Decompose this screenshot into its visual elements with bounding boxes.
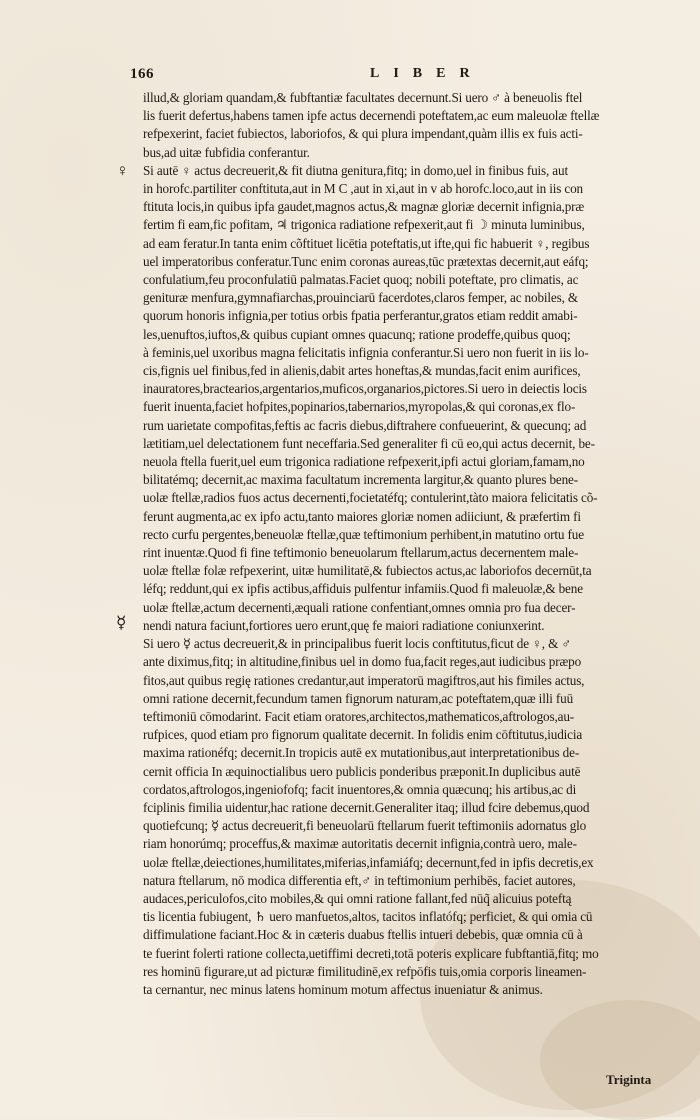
text-line: rufpices, quod etiam pro fignorum qualitate decernit. In folidis enim cōftitutus,iudicia xyxy=(143,727,583,743)
text-line: omni ratione decernit,fecundum tamen fignorum naturam,ac poteftatem,quæ illi fuū xyxy=(143,690,574,706)
text-line: uel imperatoribus conferatur.Tunc enim coronas aureas,tūc prætextas decernit,aut eáfq; xyxy=(143,253,589,269)
text-line: tis licentia fubiugent, ♄ uero manfuetos,altos, tacitos inflatófq; perficiet, & qui omia cū xyxy=(143,909,593,925)
text-line: ferunt augmenta,ac ex ipfo actu,tanto maiores gloriæ nomen adiiciunt, & præfertim fi xyxy=(143,508,581,524)
text-line: uolæ ftellæ,deiectiones,humilitates,miferias,infamiáfq; decernunt,fed in ipfis decretis,ex xyxy=(143,854,594,870)
text-line: quotiefcunq; ☿ actus decreuerit,fi beneuolarū ftellarum fuerit teftimoniis adornatus glo xyxy=(143,818,587,834)
text-line: natura ftellarum, nō modica differentia eft,♂ in teftimonium perhibēs, faciet autores, xyxy=(143,872,576,888)
text-line: rum uarietate compofitas,feftis ac facris diebus,diftrahere confueuerint, & quecunq; ad xyxy=(143,417,587,433)
text-line: cernit officia In æquinoctialibus uero publicis ponderibus præponit.In duplicibus autē xyxy=(143,763,581,779)
text-line: confulatium,feu proconfulatiū palmatas.Faciet quoq; nobili poteftate, pro climatis, ac xyxy=(143,272,579,288)
text-line: inauratores,bractearios,argentarios,muficos,organarios,pictores.Si uero in deiectis locis xyxy=(143,381,587,397)
text-line: uolæ ftellæ,actum decernenti,æquali ratione confentiant,omnes omnia pro fua decer- xyxy=(143,599,576,615)
text-line: léfq; reddunt,qui ex ipfis actibus,affiduis pulfentur infamiis.Quod fi maleuolæ,& bene xyxy=(143,581,583,597)
text-line: lis fuerit defertus,habens tamen ipfe actus decernendi poteftatem,ac eum maleuolæ ftellæ xyxy=(143,108,600,124)
text-line: riam honorúmq; proceffus,& maximæ autoritatis decernit infignia,contrà uero, male- xyxy=(143,836,577,852)
text-line: fciplinis fimilia uidentur,hac ratione decernit.Generaliter itaq; illud fcire debemus,quod xyxy=(143,799,590,815)
body-text xyxy=(143,89,683,999)
venus-symbol-icon: ♀ xyxy=(116,161,129,180)
text-line: res hominū figurare,ut ad picturæ fimilitudinē,ex refpōfis tuis,omia corporis lineamen- xyxy=(143,963,587,979)
text-line: les,uenuftos,iuftos,& quibus cupiant omnes quacunq; ratione prodeffe,quibus quoq; xyxy=(143,326,571,342)
running-head: LIBER xyxy=(370,66,484,81)
text-line: Si uero ☿ actus decreuerit,& in principalibus fuerit locis conftitutus,ficut de ♀, & ♂ xyxy=(143,636,572,652)
text-line: lætitiam,uel delectationem funt neceffaria.Sed generaliter fi cū eo,qui actus decernit, be- xyxy=(143,435,595,451)
mercury-symbol-icon: ☿ xyxy=(116,613,127,632)
text-line: cis,fignis uel finibus,fed in alienis,dabit artes honeftas,& mundas,facit enim aurifices, xyxy=(143,363,581,379)
text-line: illud,& gloriam quandam,& fubftantiæ facultates decernunt.Si uero ♂ à beneuolis ftel xyxy=(143,90,583,105)
text-line: ante diximus,fitq; in altitudine,finibus uel in domo fua,facit reges,aut iudicibus præpo xyxy=(143,654,582,670)
text-line: fitos,aut quibus regię rationes credantur,aut imperatorū magiftros,aut his fimiles actus, xyxy=(143,672,585,688)
text-line: bilitatémq; decernit,ac maxima facultatum incrementa largitur,& quanto plures bene- xyxy=(143,472,578,488)
folio-number: 166 xyxy=(130,66,154,82)
text-line: Si autē ♀ actus decreuerit,& fit diutna genitura,fitq; in domo,uel in finibus fuis, aut xyxy=(143,162,568,178)
text-line: neuola ftella fuerit,uel eum trigonica radiatione refpexerit,ipfi actui gloriam,famam,no xyxy=(143,454,585,470)
text-line: cordatos,aftrologos,ingeniofofq; facit inuentores,& omnia quæcunq; his artibus,ac di xyxy=(143,781,577,797)
text-line: refpexerint, faciet fubiectos, laboriofos, & qui plura impendant,quàm illis ex fuis acti- xyxy=(143,126,583,142)
text-line: à feminis,uel uxoribus magna felicitatis infignia conferantur.Si uero non fuerit in iis lo- xyxy=(143,344,589,360)
text-line: fuerit inuenta,faciet hofpites,popinarios,tabernarios,myropolas,& qui coronas,ex flo- xyxy=(143,399,576,415)
text-line: nendi natura faciunt,fortiores uero erunt,quę fe maiori radiatione coniunxerint. xyxy=(143,617,545,633)
text-line: teftimoniū cōmodarint. Facit etiam oratores,architectos,mathematicos,aftrologos,au- xyxy=(143,708,575,724)
page-header xyxy=(130,66,550,86)
text-line: diffimulatione faciant.Hoc & in cæteris duabus ftellis intueri debebis, quæ omnia cū à xyxy=(143,927,583,943)
text-line: maxima rationéfq; decernit.In tropicis autē ex mutationibus,aut interpretationibus de- xyxy=(143,745,580,761)
text-line: te fuerint folerti ratione collecta,uetiffimi decreti,totā poteris explicare fubftantiā,fitq; mo xyxy=(143,945,599,961)
text-line: ta cernantur, nec minus latens hominum motum affectus inueniatur & animus. xyxy=(143,981,543,997)
text-line: ftituta locis,in quibus ipfa gaudet,magnos actus,& magnæ gloriæ decernit infignia,præ xyxy=(143,199,585,215)
catchword: Triginta xyxy=(606,1072,652,1087)
text-line: ad eam feratur.In tanta enim cõftituet licētia poteftatis,ut ifte,qui fic habuerit ♀, regibus xyxy=(143,235,590,251)
text-line: bus,ad uitæ fubfidia conferantur. xyxy=(143,144,310,160)
text-line: rint inuentæ.Quod fi fine teftimonio beneuolarum ftellarum,actus decernentem male- xyxy=(143,545,579,561)
text-line: fertim fi eam,fic pofitam, ♃ trigonica radiatione refpexerit,aut fi ☽ minuta luminibus, xyxy=(143,217,585,233)
text-line: audaces,periculofos,cito mobiles,& qui omni ratione fallant,fed nūq̃ alicuius poteftą xyxy=(143,890,572,906)
text-line: uolæ ftellæ folæ refpexerint, uitæ humilitatē,& fubiectos actus,ac laboriofos decernūt,ta xyxy=(143,563,592,579)
text-line: uolæ ftellæ,radios fuos actus decernenti,focietatéfq; contulerint,tàto maiora felicitatis cõ- xyxy=(143,490,598,506)
text-line: recto curfu pergentes,beneuolæ ftellæ,quæ teftimonium perhibent,in matutino ortu fue xyxy=(143,526,584,542)
text-line: genituræ menfura,gymnafiarchas,prouinciarū facerdotes,claros femper, ac nobiles, & xyxy=(143,290,578,306)
text-line: quorum honoris infignia,per totius orbis fpatia perferantur,gratos etiam reddit amabi- xyxy=(143,308,578,324)
text-line: in horofc.partiliter conftituta,aut in M C ,aut in xi,aut in v ab horofc.loco,aut in iis con xyxy=(143,181,583,197)
